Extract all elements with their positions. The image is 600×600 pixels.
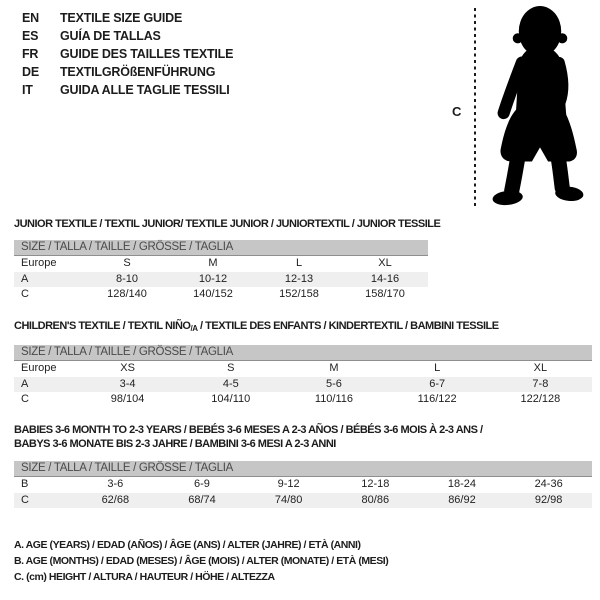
table-row <box>14 272 428 288</box>
table-cell: 14-16 <box>370 272 400 285</box>
table-cell: 80/86 <box>361 493 390 506</box>
table-row <box>14 377 592 393</box>
children-size-bar: SIZE / TALLA / TAILLE / GRÖSSE / TAGLIA <box>14 345 592 361</box>
table-header-row <box>14 361 592 377</box>
row-label: B <box>21 478 29 490</box>
table-cell: 104/110 <box>211 393 251 405</box>
table-cell: 98/104 <box>110 393 145 405</box>
table-cell: 6-9 <box>194 478 210 490</box>
table-cell: 10-12 <box>198 272 228 285</box>
table-cell: 152/158 <box>279 288 319 300</box>
column-header: S <box>123 257 131 269</box>
table-cell: 68/74 <box>188 493 216 506</box>
column-header: M <box>208 257 218 269</box>
table-cell: 122/128 <box>520 393 561 405</box>
language-title: GUÍA DE TALLAS <box>60 29 161 43</box>
row-label: C <box>21 288 29 300</box>
column-header: S <box>227 362 235 374</box>
table-cell: 128/140 <box>107 288 147 300</box>
column-header: XL <box>533 362 548 374</box>
table-header-row <box>14 256 428 272</box>
column-header: L <box>434 362 441 374</box>
table-cell: 9-12 <box>277 478 300 490</box>
table-cell: 12-18 <box>361 478 390 490</box>
column-header: XL <box>378 257 392 269</box>
table-cell: 3-4 <box>119 377 136 390</box>
height-measure-label: C <box>452 104 462 119</box>
table-cell: 24-36 <box>534 478 563 490</box>
children-section-heading <box>14 319 592 336</box>
table-cell: 116/122 <box>417 393 457 405</box>
table-row <box>14 392 592 408</box>
language-code: IT <box>22 83 33 97</box>
language-row <box>22 45 233 63</box>
junior-size-bar: SIZE / TALLA / TAILLE / GRÖSSE / TAGLIA <box>14 240 428 256</box>
height-measure-dotted-line <box>474 8 476 207</box>
language-code: DE <box>22 65 39 79</box>
children-size-table <box>14 361 592 408</box>
junior-size-table <box>14 256 428 303</box>
junior-section <box>14 217 441 303</box>
table-row <box>14 477 592 493</box>
heading-subscript: /A <box>190 324 198 333</box>
table-cell: 6-7 <box>429 377 446 390</box>
baby-silhouette-image <box>486 2 594 210</box>
heading-text: CHILDREN'S TEXTILE / TEXTIL NIÑO <box>14 320 191 332</box>
babies-section <box>14 423 592 508</box>
language-title: GUIDA ALLE TAGLIE TESSILI <box>60 83 230 97</box>
row-label: A <box>21 272 29 285</box>
footnotes <box>14 537 388 585</box>
table-cell: 8-10 <box>115 272 139 285</box>
table-cell: 92/98 <box>534 493 563 506</box>
column-header: Europe <box>21 257 57 269</box>
row-label: C <box>21 493 29 506</box>
heading-text: / TEXTILE DES ENFANTS / KINDERTEXTIL / BAMBINI TESSILE <box>197 320 499 332</box>
table-cell: 158/170 <box>365 288 405 300</box>
table-row <box>14 493 592 509</box>
children-section <box>14 319 592 408</box>
table-row <box>14 287 428 303</box>
babies-section-heading-line1: BABIES 3-6 MONTH TO 2-3 YEARS / BEBÉS 3-6 MESES A 2-3 AÑOS / BÉBÉS 3-6 MOIS À 2-3 ANS / <box>14 424 483 436</box>
babies-size-bar: SIZE / TALLA / TAILLE / GRÖSSE / TAGLIA <box>14 461 592 477</box>
table-cell: 3-6 <box>107 478 124 490</box>
language-title-list <box>22 9 233 99</box>
language-title: TEXTILE SIZE GUIDE <box>60 11 183 25</box>
table-cell: 74/80 <box>274 493 303 506</box>
row-label: A <box>21 377 29 390</box>
table-cell: 5-6 <box>326 377 342 390</box>
footnote-a: A. AGE (YEARS) / EDAD (AÑOS) / ÂGE (ANS) / ALTER (JAHRE) / ETÀ (ANNI) <box>14 539 361 551</box>
language-row <box>22 63 233 81</box>
junior-section-heading: JUNIOR TEXTILE / TEXTIL JUNIOR/ TEXTILE JUNIOR / JUNIORTEXTIL / JUNIOR TESSILE <box>14 218 441 230</box>
language-row <box>22 27 233 45</box>
language-code: ES <box>22 29 39 43</box>
column-header: M <box>329 362 339 374</box>
column-header: Europe <box>21 362 57 374</box>
language-title: GUIDE DES TAILLES TEXTILE <box>60 47 234 61</box>
table-cell: 12-13 <box>284 272 314 285</box>
column-header: L <box>295 257 303 269</box>
table-cell: 86/92 <box>448 493 476 506</box>
language-code: EN <box>22 11 39 25</box>
column-header: XS <box>120 362 135 374</box>
language-row <box>22 9 233 27</box>
language-title: TEXTILGRÖßENFÜHRUNG <box>60 65 216 79</box>
footnote-b: B. AGE (MONTHS) / EDAD (MESES) / ÂGE (MOIS) / ALTER (MONATE) / ETÀ (MESI) <box>14 555 389 567</box>
language-code: FR <box>22 47 39 61</box>
row-label: C <box>21 393 29 405</box>
language-row <box>22 81 233 99</box>
footnote-c: C. (cm) HEIGHT / ALTURA / HAUTEUR / HÖHE / ALTEZZA <box>14 571 275 583</box>
babies-section-heading-line2: BABYS 3-6 MONATE BIS 2-3 JAHRE / BAMBINI 3-6 MESI A 2-3 ANNI <box>14 438 336 450</box>
babies-size-table <box>14 477 592 508</box>
table-cell: 18-24 <box>447 478 477 490</box>
table-cell: 62/68 <box>101 493 130 506</box>
table-cell: 7-8 <box>532 377 549 390</box>
table-cell: 4-5 <box>222 377 239 390</box>
table-cell: 110/116 <box>314 393 354 405</box>
table-cell: 140/152 <box>193 288 233 300</box>
